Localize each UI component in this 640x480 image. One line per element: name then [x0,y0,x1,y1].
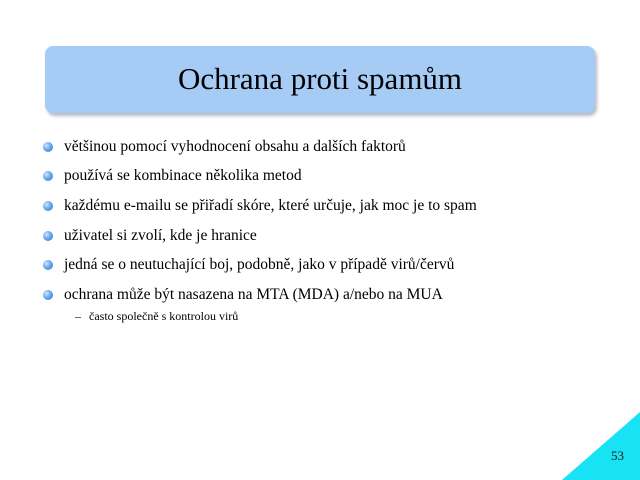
corner-accent-triangle [562,412,640,480]
bullet-item [43,162,477,192]
page-number: 53 [611,448,624,463]
sub-bullet-item [75,309,238,324]
bullet-item [43,191,477,221]
bullet-dot-icon [43,142,53,152]
bullet-dot-icon [43,231,53,241]
bullet-list [43,132,477,310]
bullet-dot-icon [43,260,53,270]
bullet-item [43,280,477,310]
bullet-dot-icon [43,201,53,211]
dash-marker: – [75,309,81,323]
bullet-item [43,132,477,162]
bullet-dot-icon [43,171,53,181]
slide-title: Ochrana proti spamům [177,61,463,96]
sub-bullet-text: často společně s kontrolou virů [89,309,239,323]
bullet-text: většinou pomocí vyhodnocení obsahu a dalších faktorů [64,137,406,155]
bullet-text: ochrana může být nasazena na MTA (MDA) a/nebo na MUA [64,285,443,303]
bullet-text: každému e-mailu se přiřadí skóre, které určuje, jak moc je to spam [64,196,477,214]
bullet-text: uživatel si zvolí, kde je hranice [64,226,257,244]
slide-title-box [45,46,595,113]
bullet-dot-icon [43,290,53,300]
bullet-item [43,250,477,280]
bullet-text: jedná se o neutuchající boj, podobně, jako v případě virů/červů [64,256,455,274]
bullet-text: používá se kombinace několika metod [64,167,302,185]
bullet-item [43,221,477,251]
